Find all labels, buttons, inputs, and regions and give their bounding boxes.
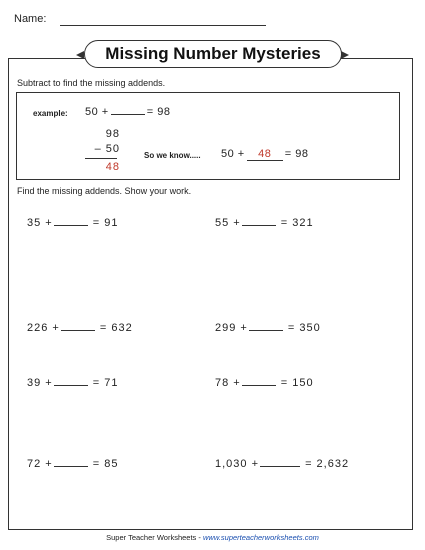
example-box <box>16 92 400 180</box>
problem-7 <box>27 456 119 470</box>
instruction-subtract: Subtract to find the missing addends. <box>17 78 166 88</box>
problem-8-blank[interactable] <box>260 456 300 467</box>
problem-1-left: 35 + <box>27 217 53 229</box>
problem-7-left: 72 + <box>27 458 53 470</box>
footer-link[interactable]: www.superteacherworksheets.com <box>202 533 319 542</box>
problem-8-left: 1,030 + <box>215 458 260 470</box>
problem-3 <box>27 320 133 334</box>
problem-2-right: = 321 <box>280 217 314 229</box>
footer <box>0 533 425 542</box>
example-left: 50 + <box>85 106 109 118</box>
so-right: = 98 <box>284 148 309 160</box>
right-arrow-icon <box>341 51 349 59</box>
problem-1-blank[interactable] <box>54 215 88 226</box>
so-left: 50 + <box>221 148 245 160</box>
problem-5-blank[interactable] <box>54 375 88 386</box>
example-difference: 48 <box>105 161 120 173</box>
problem-3-blank[interactable] <box>61 320 95 331</box>
instruction-find: Find the missing addends. Show your work. <box>17 186 192 196</box>
problem-7-right: = 85 <box>92 458 119 470</box>
example-right: = 98 <box>146 106 171 118</box>
problem-4-blank[interactable] <box>249 320 283 331</box>
problem-6-blank[interactable] <box>242 375 276 386</box>
problem-1-right: = 91 <box>92 217 119 229</box>
so-we-know-equation <box>221 148 308 161</box>
problem-8-right: = 2,632 <box>305 458 350 470</box>
example-equation <box>85 106 170 118</box>
problem-2-blank[interactable] <box>242 215 276 226</box>
problem-6-right: = 150 <box>280 377 314 389</box>
example-subtraction-line <box>85 158 117 159</box>
problem-2-left: 55 + <box>215 217 241 229</box>
name-label: Name: <box>14 13 47 25</box>
problem-1 <box>27 215 119 229</box>
problem-6-left: 78 + <box>215 377 241 389</box>
footer-text: Super Teacher Worksheets - <box>106 533 203 542</box>
left-arrow-icon <box>76 51 84 59</box>
problem-5-left: 39 + <box>27 377 53 389</box>
example-blank <box>111 114 145 115</box>
problem-4 <box>215 320 321 334</box>
name-field-line[interactable] <box>60 25 266 26</box>
example-subtrahend: – 50 <box>94 143 120 155</box>
problem-7-blank[interactable] <box>54 456 88 467</box>
problem-3-right: = 632 <box>99 322 133 334</box>
worksheet-title: Missing Number Mysteries <box>84 40 342 68</box>
problem-8 <box>215 456 349 470</box>
example-label: example: <box>33 109 68 118</box>
so-we-know-label: So we know..... <box>144 151 201 160</box>
problem-4-left: 299 + <box>215 322 248 334</box>
problem-3-left: 226 + <box>27 322 60 334</box>
problem-5-right: = 71 <box>92 377 119 389</box>
problem-4-right: = 350 <box>287 322 321 334</box>
problem-5 <box>27 375 119 389</box>
so-answer: 48 <box>247 148 283 161</box>
example-top-number: 98 <box>105 128 120 140</box>
problem-2 <box>215 215 314 229</box>
problem-6 <box>215 375 314 389</box>
